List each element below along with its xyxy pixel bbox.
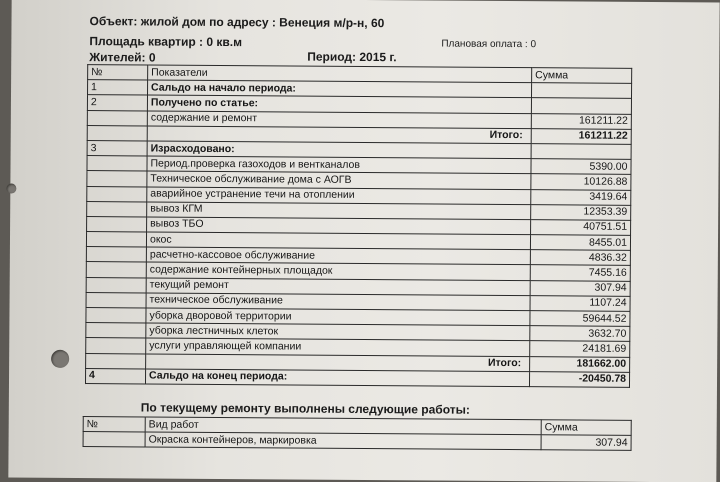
- empty-cell: [86, 277, 146, 293]
- works-title: По текущему ремонту выполнены следующие работы:: [140, 400, 470, 417]
- empty-cell: [531, 98, 631, 114]
- empty-cell: [87, 186, 147, 202]
- item-label: окос: [146, 232, 530, 250]
- opening-balance-sum: [531, 83, 631, 99]
- item-label: вывоз ТБО: [147, 217, 531, 235]
- item-label: Техническое обслуживание дома с АОГВ: [147, 171, 531, 189]
- spent-total-label: Итого:: [146, 354, 530, 372]
- empty-cell: [87, 216, 147, 232]
- received-total-sum: 161211.22: [531, 128, 631, 144]
- table-row: [85, 368, 629, 387]
- item-label: текущий ремонт: [146, 278, 530, 296]
- item-label: вывоз КГМ: [147, 202, 531, 220]
- report-table: [85, 64, 632, 388]
- punch-hole: [51, 350, 69, 368]
- item-label: содержание и ремонт: [147, 111, 531, 129]
- col-header-sum: Сумма: [532, 68, 632, 84]
- report-period: Период: 2015 г.: [307, 49, 397, 65]
- item-sum: 59644.52: [530, 311, 630, 327]
- item-sum: 1107.24: [530, 295, 630, 311]
- empty-cell: [86, 308, 146, 324]
- empty-cell: [86, 247, 146, 263]
- empty-cell: [86, 323, 146, 339]
- received-total-label: Итого:: [147, 126, 531, 144]
- residents-count: Жителей: 0: [89, 50, 156, 65]
- item-sum: 40751.51: [531, 220, 631, 236]
- empty-cell: [86, 338, 146, 354]
- item-label: расчетно-кассовое обслуживание: [146, 247, 530, 265]
- row-number: 4: [85, 368, 145, 384]
- object-address: Объект: жилой дом по адресу : Венеция м/р-н, 60: [89, 14, 385, 31]
- item-sum: 8455.01: [530, 235, 630, 251]
- col-header-number: №: [83, 417, 145, 433]
- empty-cell: [87, 171, 147, 187]
- item-sum: 3632.70: [530, 326, 630, 342]
- col-header-sum: Сумма: [541, 420, 631, 436]
- row-number: 2: [87, 95, 147, 111]
- empty-cell: [86, 232, 146, 248]
- empty-cell: [87, 201, 147, 217]
- table-row: [83, 432, 631, 451]
- empty-cell: [86, 292, 146, 308]
- item-sum: 307.94: [530, 280, 630, 296]
- apartment-area: Площадь квартир : 0 кв.м: [89, 34, 243, 50]
- repair-works-table: [83, 416, 632, 451]
- received-heading: Получено по статье:: [147, 95, 531, 113]
- planned-payment: Плановая оплата : 0: [441, 38, 537, 51]
- col-header-number: №: [88, 65, 148, 81]
- closing-balance-label: Сальдо на конец периода:: [145, 369, 529, 387]
- item-sum: 3419.64: [531, 189, 631, 205]
- row-number: 1: [88, 80, 148, 96]
- item-label: аварийное устранение течи на отоплении: [147, 186, 531, 204]
- empty-cell: [86, 262, 146, 278]
- item-label: услуги управляющей компании: [146, 338, 530, 356]
- item-label: содержание контейнерных площадок: [146, 262, 530, 280]
- item-sum: 12353.39: [531, 204, 631, 220]
- item-sum: 5390.00: [531, 159, 631, 175]
- item-label: техническое обслуживание: [146, 293, 530, 311]
- punch-hole: [6, 184, 16, 194]
- item-sum: 24181.69: [530, 341, 630, 357]
- item-sum: 307.94: [541, 435, 631, 451]
- item-label: Окраска контейнеров, маркировка: [145, 432, 541, 450]
- empty-cell: [86, 353, 146, 369]
- closing-balance-sum: -20450.78: [529, 371, 629, 387]
- row-number: [83, 432, 145, 448]
- row-number: 3: [87, 141, 147, 157]
- item-sum: 10126.88: [531, 174, 631, 190]
- spent-heading: Израсходовано:: [147, 141, 531, 159]
- empty-cell: [87, 156, 147, 172]
- item-sum: 7455.16: [530, 265, 630, 281]
- empty-cell: [87, 125, 147, 141]
- col-header-work-type: Вид работ: [145, 417, 541, 435]
- item-label: уборка дворовой территории: [146, 308, 530, 326]
- empty-cell: [87, 110, 147, 126]
- item-sum: 161211.22: [531, 113, 631, 129]
- document-page: [8, 0, 719, 482]
- opening-balance-label: Сальдо на начало периода:: [148, 80, 532, 98]
- col-header-indicator: Показатели: [148, 65, 532, 83]
- item-label: уборка лестничных клеток: [146, 323, 530, 341]
- spent-total-sum: 181662.00: [530, 356, 630, 372]
- item-label: Период.проверка газоходов и вентканалов: [147, 156, 531, 174]
- empty-cell: [531, 144, 631, 160]
- item-sum: 4836.32: [530, 250, 630, 266]
